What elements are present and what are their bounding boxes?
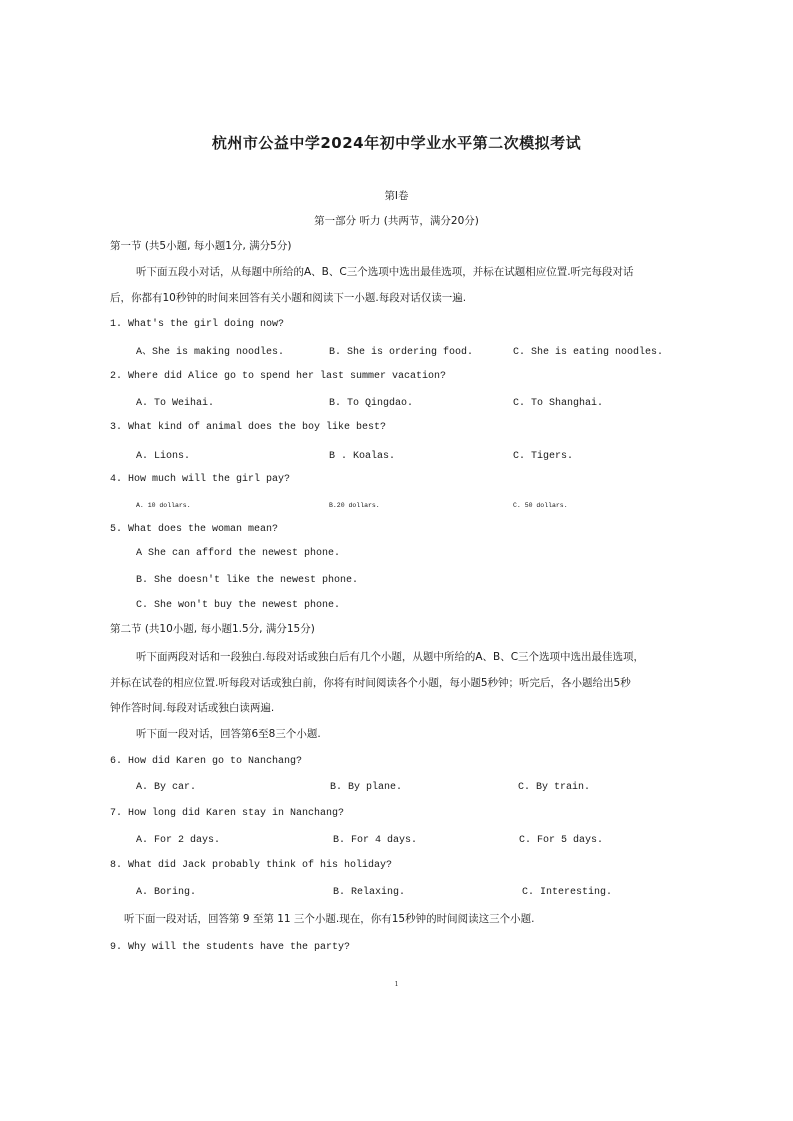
question-5: 5. What does the woman mean? <box>110 524 279 535</box>
question-1-option-c: C. She is eating noodles. <box>513 347 664 358</box>
section2-instructions-line2: 并标在试卷的相应位置.听每段对话或独白前，你将有时间阅读各个小题，每小题5秒钟；听完后，各小题给出5秒 <box>110 677 631 689</box>
question-1: 1. What's the girl doing now? <box>110 319 285 330</box>
question-5-option-a: A She can afford the newest phone. <box>136 548 341 559</box>
question-8: 8. What did Jack probably think of his holiday? <box>110 860 393 871</box>
question-3-option-a: A. Lions. <box>136 451 191 462</box>
question-3-option-c: C. Tigers. <box>513 451 574 462</box>
question-6-option-a: A. By car. <box>136 782 197 793</box>
question-1-option-a: A、She is making noodles. <box>136 347 285 358</box>
question-4-option-c: C. 50 dollars. <box>513 502 568 509</box>
question-1-option-b: B. She is ordering food. <box>329 347 474 358</box>
question-4-option-a: A. 10 dollars. <box>136 502 191 509</box>
question-7-option-b: B. For 4 days. <box>333 835 418 846</box>
question-6-option-c: C. By train. <box>518 782 591 793</box>
question-7: 7. How long did Karen stay in Nanchang? <box>110 808 345 819</box>
question-3: 3. What kind of animal does the boy like best? <box>110 422 387 433</box>
page-number: 1 <box>394 981 399 988</box>
question-2-option-a: A. To Weihai. <box>136 398 215 409</box>
question-2-option-b: B. To Qingdao. <box>329 398 414 409</box>
question-5-option-c: C. She won't buy the newest phone. <box>136 600 341 611</box>
question-5-option-b: B. She doesn't like the newest phone. <box>136 575 359 586</box>
section2-instructions-line3: 钟作答时间.每段对话或独白读两遍. <box>110 702 275 714</box>
question-8-option-b: B. Relaxing. <box>333 887 406 898</box>
question-4: 4. How much will the girl pay? <box>110 474 291 485</box>
question-6-option-b: B. By plane. <box>330 782 403 793</box>
question-7-option-c: C. For 5 days. <box>519 835 604 846</box>
question-7-option-a: A. For 2 days. <box>136 835 221 846</box>
part-heading: 第一部分 听力 (共两节，满分20分) <box>314 215 479 227</box>
question-4-option-b: B.20 dollars. <box>329 502 380 509</box>
exam-title: 杭州市公益中学2024年初中学业水平第二次模拟考试 <box>211 134 582 152</box>
section1-instructions-line1: 听下面五段小对话，从每题中所给的A、B、C三个选项中选出最佳选项，并标在试题相应位置.听完每段对话 <box>136 266 634 278</box>
section1-instructions-line2: 后，你都有10秒钟的时间来回答有关小题和阅读下一小题.每段对话仅读一遍. <box>110 292 467 304</box>
volume-label: 第Ⅰ卷 <box>384 190 409 202</box>
question-8-option-c: C. Interesting. <box>522 887 613 898</box>
section2-heading: 第二节 (共10小题, 每小题1.5分, 满分15分) <box>110 623 315 635</box>
dialog-2-instruction: 听下面一段对话，回答第 9 至第 11 三个小题.现在，你有15秒钟的时间阅读这三个小题. <box>124 913 535 925</box>
question-2-option-c: C. To Shanghai. <box>513 398 604 409</box>
question-6: 6. How did Karen go to Nanchang? <box>110 756 303 767</box>
question-9: 9. Why will the students have the party? <box>110 942 351 953</box>
question-3-option-b: B . Koalas. <box>329 451 396 462</box>
question-8-option-a: A. Boring. <box>136 887 197 898</box>
question-2: 2. Where did Alice go to spend her last summer vacation? <box>110 371 447 382</box>
section1-heading: 第一节 (共5小题, 每小题1分, 满分5分) <box>110 240 292 252</box>
section2-instructions-line1: 听下面两段对话和一段独白.每段对话或独白后有几个小题，从题中所给的A、B、C三个选项中选出最佳选项， <box>136 651 645 663</box>
dialog-1-instruction: 听下面一段对话，回答第6至8三个小题. <box>136 728 321 740</box>
